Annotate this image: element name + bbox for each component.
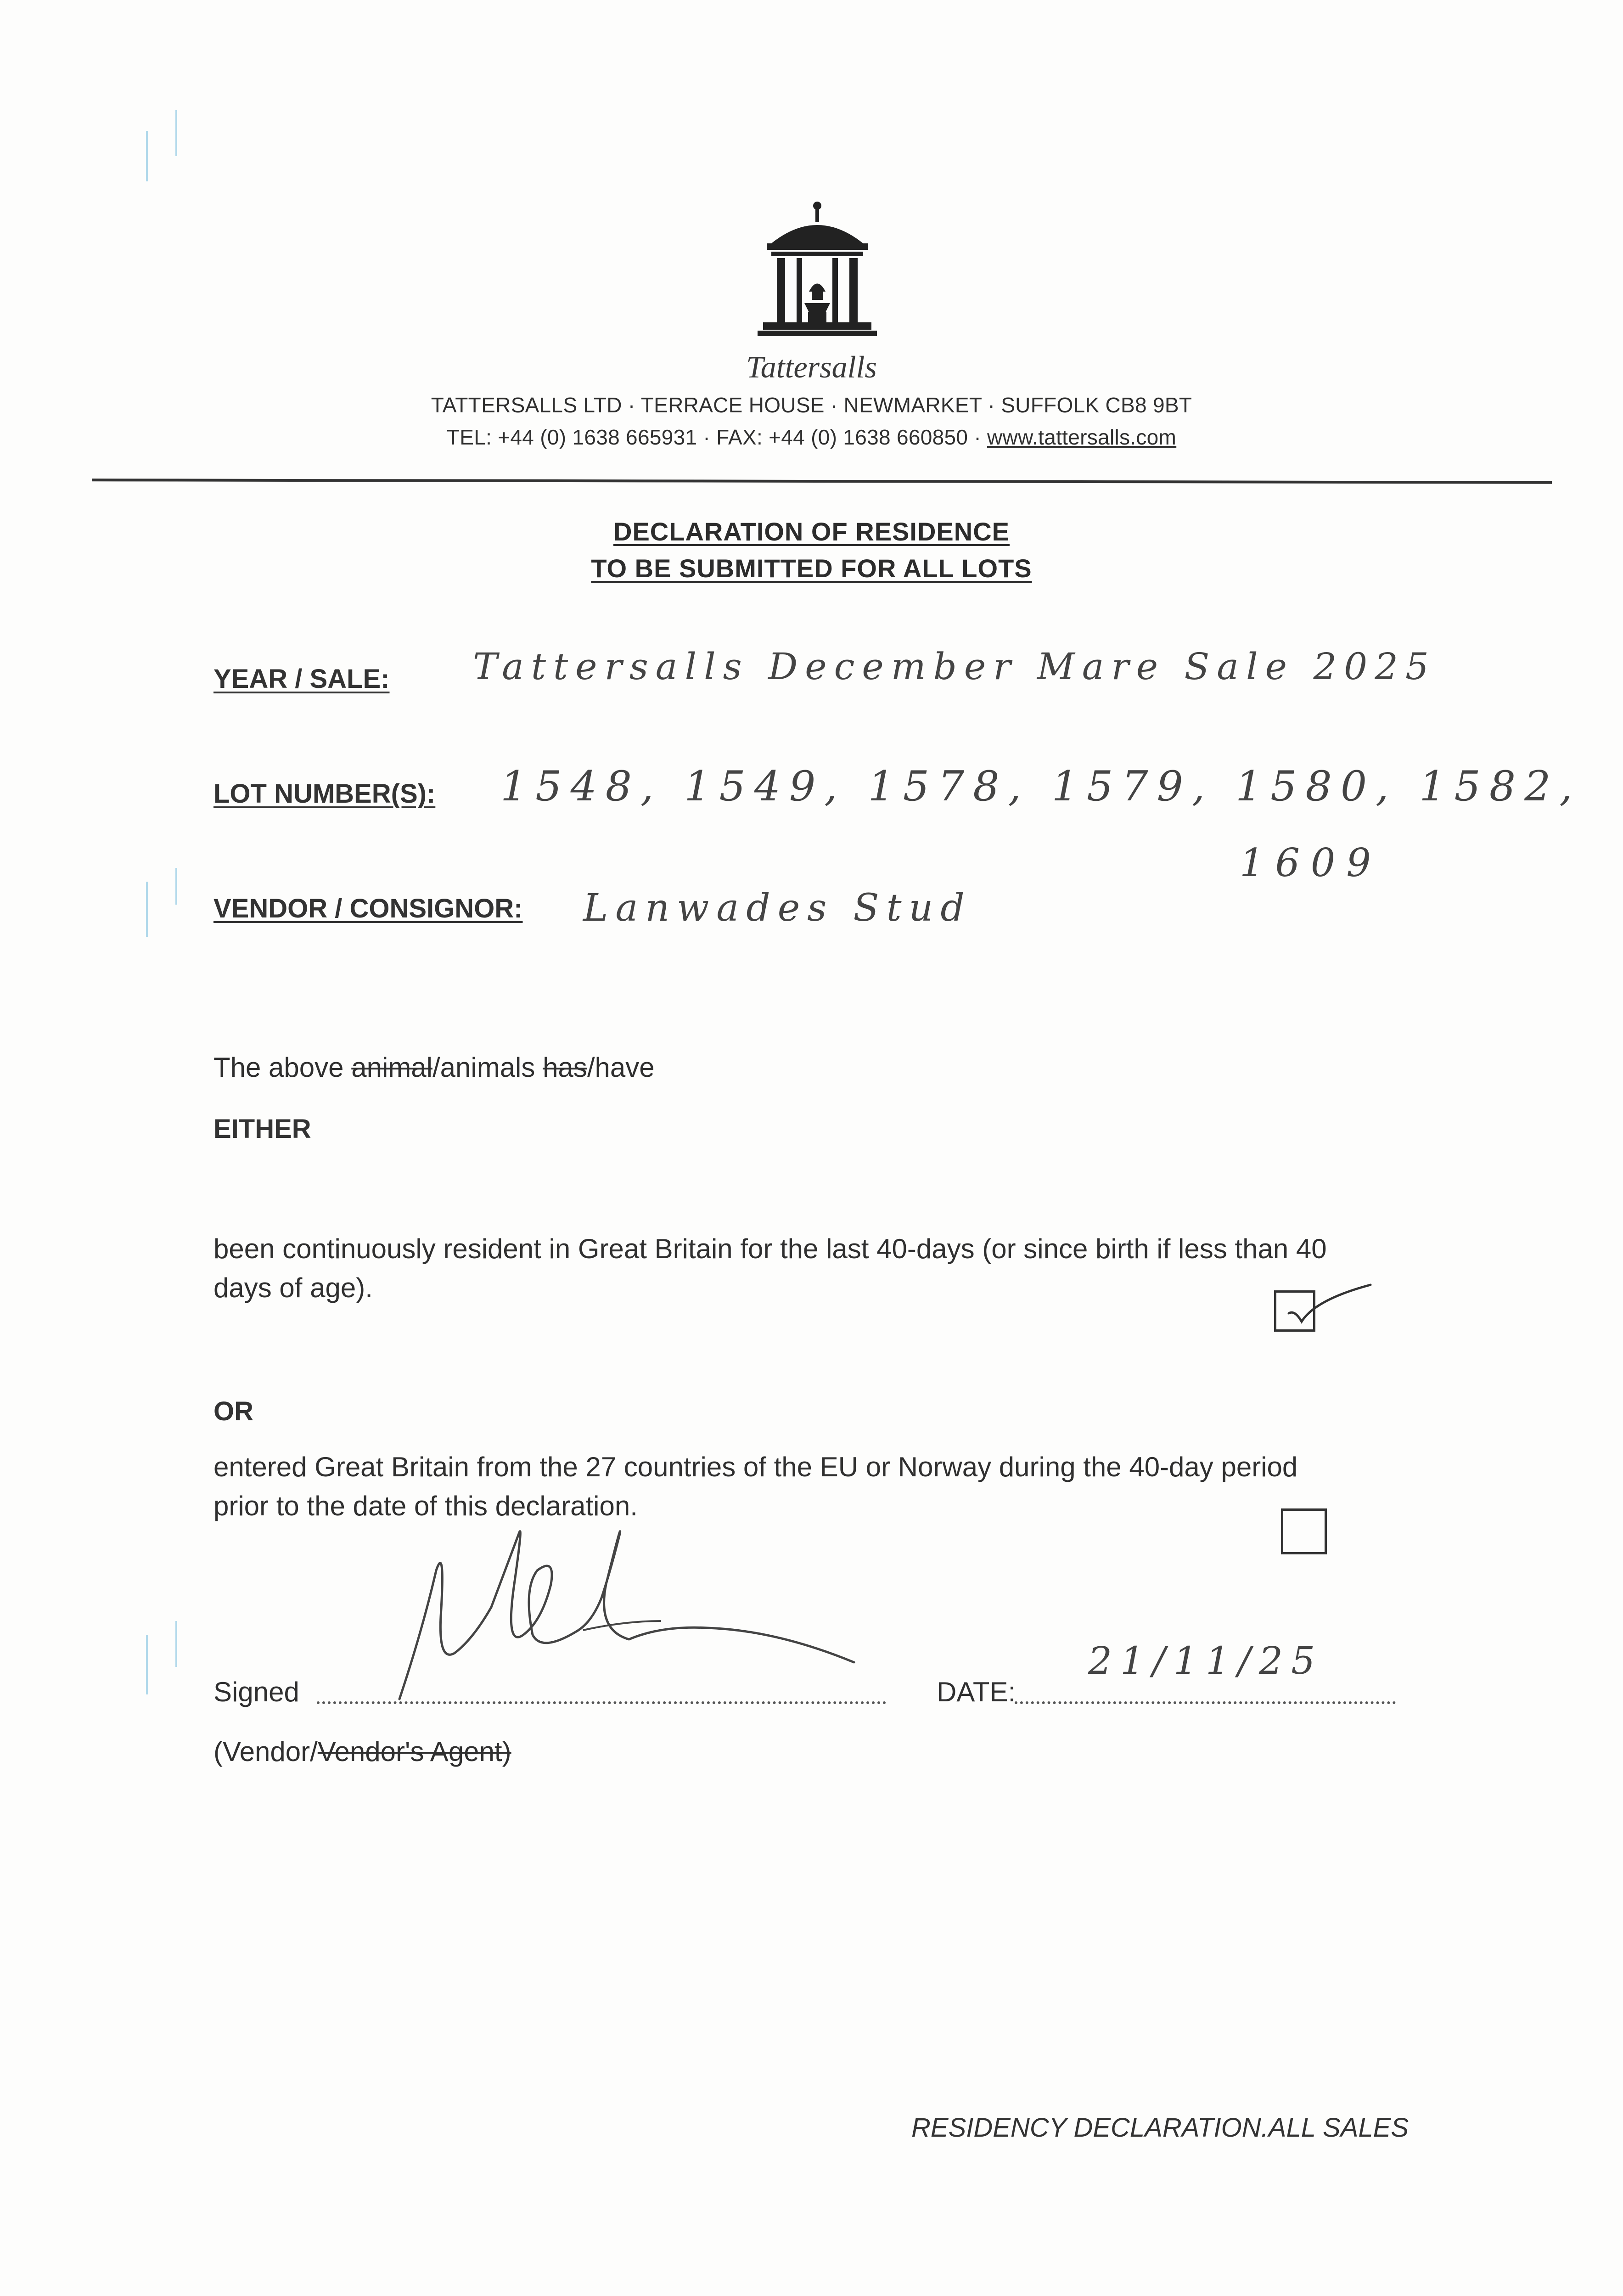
handwritten-signature[interactable] [386,1515,872,1708]
date-value[interactable]: 21/11/25 [1088,1639,1324,1683]
option2-text-line2: prior to the date of this declaration. [213,1491,638,1521]
brand-name: Tattersalls [746,349,877,384]
lot-numbers-value-line2[interactable]: 1609 [1240,840,1382,885]
statement-intro [213,1052,655,1083]
form-title-line1: DECLARATION OF RESIDENCE [613,517,1010,546]
role-vendor-agent-struck: Vendor's Agent) [317,1736,511,1767]
footer-reference: RESIDENCY DECLARATION.ALL SALES [911,2113,1409,2143]
date-label: DATE: [937,1677,1016,1707]
form-title-line2: TO BE SUBMITTED FOR ALL LOTS [591,554,1032,583]
scan-mark [175,110,177,156]
form-subtitle [0,553,1623,583]
option1-text-line1: been continuously resident in Great Britain for the last 40-days (or since birth if less than 40 [213,1233,1327,1264]
intro-prefix: The above [213,1052,352,1083]
vendor-consignor-value[interactable]: Lanwades Stud [583,886,972,930]
option1-text-line2: days of age). [213,1272,373,1303]
either-heading: EITHER [213,1114,311,1144]
tattersalls-logo [753,197,882,349]
intro-animals: /animals [432,1052,543,1083]
role-vendor: (Vendor/ [213,1736,318,1767]
header-divider [92,478,1552,484]
company-address: TATTERSALLS LTD · TERRACE HOUSE · NEWMARKET · SUFFOLK CB8 9BT [431,393,1192,417]
option2-text-line1: entered Great Britain from the 27 countries of the EU or Norway during the 40-day period [213,1452,1298,1482]
company-contact [0,425,1623,450]
contact-numbers: TEL: +44 (0) 1638 665931 · FAX: +44 (0) 1638 660850 · [446,425,988,449]
checkmark-icon [1283,1281,1375,1332]
lot-numbers-label: LOT NUMBER(S): [213,779,436,809]
scan-mark [146,882,148,937]
vendor-consignor-label: VENDOR / CONSIGNOR: [213,894,523,923]
struck-has: has [543,1052,587,1083]
scan-mark [175,868,177,905]
scan-mark [146,131,148,181]
scan-mark [146,1635,148,1694]
scan-mark [175,1621,177,1667]
website-link[interactable]: www.tattersalls.com [987,425,1177,449]
form-title [0,517,1623,546]
year-sale-label: YEAR / SALE: [213,664,390,694]
option2-checkbox[interactable] [1281,1508,1327,1554]
lot-numbers-value-line1[interactable]: 1548, 1549, 1578, 1579, 1580, 1582, [500,762,1581,810]
year-sale-value[interactable]: Tattersalls December Mare Sale 2025 [473,645,1436,688]
struck-animal: animal [351,1052,432,1083]
or-heading: OR [213,1396,253,1426]
signer-role [213,1736,511,1767]
date-line [1015,1701,1396,1704]
intro-have: /have [587,1052,655,1083]
signed-label: Signed [213,1677,299,1707]
